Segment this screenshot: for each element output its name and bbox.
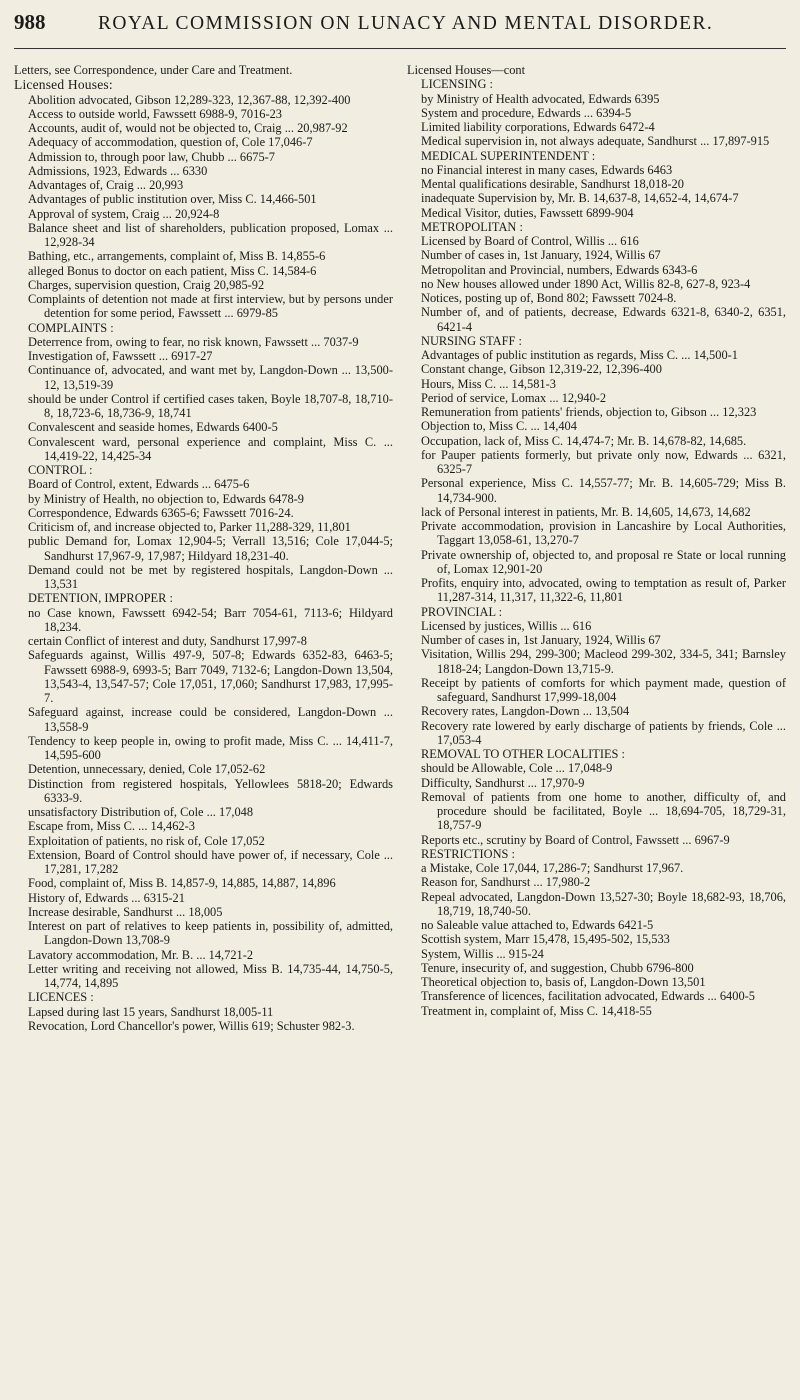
index-entry: Visitation, Willis 294, 299-300; Macleod 299-302, 334-5, 341; Barnsley 1818-24; Langdon-Down 13,715-9. bbox=[421, 647, 786, 676]
index-entry: METROPOLITAN : bbox=[421, 219, 523, 234]
index-entry: Admissions, 1923, Edwards ... 6330 bbox=[28, 163, 208, 178]
index-entry: LICENSING : bbox=[421, 77, 493, 92]
index-entry: LICENCES : bbox=[28, 990, 94, 1005]
index-entry: Licensed by justices, Willis ... 616 bbox=[421, 618, 592, 633]
index-entry: a Mistake, Cole 17,044, 17,286-7; Sandhurst 17,967. bbox=[421, 861, 684, 875]
index-entry: Medical Visitor, duties, Fawssett 6899-904 bbox=[421, 205, 634, 220]
index-entry: Treatment in, complaint of, Miss C. 14,418-55 bbox=[421, 1003, 652, 1018]
index-entry: Objection to, Miss C. ... 14,404 bbox=[421, 419, 577, 434]
index-entry: Continuance of, advocated, and want met by, Langdon-Down ... 13,500-12, 13,519-39 bbox=[28, 363, 393, 392]
index-entry: certain Conflict of interest and duty, Sandhurst 17,997-8 bbox=[28, 634, 307, 648]
page-number: 988 bbox=[14, 10, 46, 34]
index-entry: System, Willis ... 915-24 bbox=[421, 946, 544, 961]
index-entry: Tendency to keep people in, owing to profit made, Miss C. ... 14,411-7, 14,595-600 bbox=[28, 733, 393, 762]
index-entry: Interest on part of relatives to keep patients in, possibility of, admitted, Langdon-Down 13,708-9 bbox=[28, 919, 393, 948]
index-entry: Increase desirable, Sandhurst ... 18,005 bbox=[28, 904, 223, 919]
index-entry: NURSING STAFF : bbox=[421, 333, 522, 348]
index-entry: Private accommodation, provision in Lancashire by Local Authorities, Taggart 13,058-61, 13,270-7 bbox=[421, 519, 786, 548]
index-entry: inadequate Supervision by, Mr. B. 14,637-8, 14,652-4, 14,674-7 bbox=[421, 191, 739, 206]
index-entry: DETENTION, IMPROPER : bbox=[28, 591, 173, 606]
index-entry: Advantages of, Craig ... 20,993 bbox=[28, 178, 184, 192]
index-entry: Mental qualifications desirable, Sandhurst 18,018-20 bbox=[421, 177, 684, 191]
running-head: ROYAL COMMISSION ON LUNACY AND MENTAL DISORDER. bbox=[98, 13, 714, 34]
index-entry: Repeal advocated, Langdon-Down 13,527-30; Boyle 18,682-93, 18,706, 18,719, 18,740-50. bbox=[421, 889, 786, 918]
right-column bbox=[407, 63, 786, 1033]
index-entry: Convalescent ward, personal experience and complaint, Miss C. ... 14,419-22, 14,425-34 bbox=[28, 434, 393, 463]
index-entry: Extension, Board of Control should have power of, if necessary, Cole ... 17,281, 17,282 bbox=[28, 847, 393, 876]
index-entry: Recovery rates, Langdon-Down ... 13,504 bbox=[421, 704, 630, 719]
index-entry: Exploitation of patients, no risk of, Cole 17,052 bbox=[28, 833, 265, 848]
index-entry: Private ownership of, objected to, and proposal re State or local running of, Lomax 12,901-20 bbox=[421, 547, 786, 576]
index-entry: public Demand for, Lomax 12,904-5; Verrall 13,516; Cole 17,044-5; Sandhurst 17,967-9, 17,987; Hildyard 18,231-40. bbox=[28, 534, 393, 563]
index-entry: Escape from, Miss C. ... 14,462-3 bbox=[28, 819, 195, 834]
index-entry: History of, Edwards ... 6315-21 bbox=[28, 890, 185, 905]
index-entry: Adequacy of accommodation, question of, Cole 17,046-7 bbox=[28, 135, 313, 150]
index-entry: Constant change, Gibson 12,319-22, 12,396-400 bbox=[421, 362, 662, 377]
index-entry: Receipt by patients of comforts for which payment made, question of safeguard, Sandhurst 17,999-18,004 bbox=[421, 675, 786, 704]
index-entry: Scottish system, Marr 15,478, 15,495-502, 15,533 bbox=[421, 932, 670, 947]
index-entry: Revocation, Lord Chancellor's power, Willis 619; Schuster 982-3. bbox=[28, 1018, 355, 1033]
index-entry: Notices, posting up of, Bond 802; Fawssett 7024-8. bbox=[421, 291, 677, 305]
index-entry: by Ministry of Health advocated, Edwards 6395 bbox=[421, 91, 660, 106]
left-column bbox=[14, 63, 393, 1033]
index-entry: for Pauper patients formerly, but private only now, Edwards ... 6321, 6325-7 bbox=[421, 447, 786, 476]
index-entry: Advantages of public institution as regards, Miss C. ... 14,500-1 bbox=[421, 348, 738, 362]
index-entry: Number of, and of patients, decrease, Edwards 6321-8, 6340-2, 6351, 6421-4 bbox=[421, 305, 786, 334]
index-entry: by Ministry of Health, no objection to, Edwards 6478-9 bbox=[28, 491, 304, 506]
index-entry: Charges, supervision question, Craig 20,985-92 bbox=[28, 277, 265, 292]
index-entry: Lapsed during last 15 years, Sandhurst 18,005-11 bbox=[28, 1004, 274, 1019]
index-heading: Licensed Houses: bbox=[14, 77, 113, 93]
index-entry: Board of Control, extent, Edwards ... 6475-6 bbox=[28, 477, 250, 492]
index-entry: Occupation, lack of, Miss C. 14,474-7; Mr. B. 14,678-82, 14,685. bbox=[421, 433, 747, 448]
index-entry: Medical supervision in, not always adequate, Sandhurst ... 17,897-915 bbox=[421, 134, 770, 149]
index-entry: Licensed Houses—cont bbox=[407, 63, 526, 77]
header-rule bbox=[14, 48, 786, 49]
index-entry: no Case known, Fawssett 6942-54; Barr 7054-61, 7113-6; Hildyard 18,234. bbox=[28, 605, 393, 634]
index-entry: Reason for, Sandhurst ... 17,980-2 bbox=[421, 875, 591, 890]
index-entry: Distinction from registered hospitals, Yellowlees 5818-20; Edwards 6333-9. bbox=[28, 776, 393, 805]
index-entry: Deterrence from, owing to fear, no risk known, Fawssett ... 7037-9 bbox=[28, 334, 359, 349]
index-entry: Criticism of, and increase objected to, Parker 11,288-329, 11,801 bbox=[28, 520, 351, 534]
index-entry: Reports etc., scrutiny by Board of Control, Fawssett ... 6967-9 bbox=[421, 832, 730, 847]
index-entry: Hours, Miss C. ... 14,581-3 bbox=[421, 376, 556, 391]
index-entry: Admission to, through poor law, Chubb ... 6675-7 bbox=[28, 149, 276, 164]
index-entry: Profits, enquiry into, advocated, owing to temptation as result of, Parker 11,287-314, 11,317, 11,322-6, 11,801 bbox=[421, 576, 786, 605]
index-entry: Transference of licences, facilitation advocated, Edwards ... 6400-5 bbox=[421, 989, 755, 1004]
index-entry: Bathing, etc., arrangements, complaint of, Miss B. 14,855-6 bbox=[28, 249, 326, 264]
index-entry: System and procedure, Edwards ... 6394-5 bbox=[421, 105, 632, 120]
index-entry: Number of cases in, 1st January, 1924, Willis 67 bbox=[421, 248, 661, 263]
index-entry: Complaints of detention not made at first interview, but by persons under detention for some period, Fawssett ... 6979-85 bbox=[28, 292, 393, 321]
index-entry: RESTRICTIONS : bbox=[421, 846, 515, 861]
index-entry: Balance sheet and list of shareholders, publication proposed, Lomax ... 12,928-34 bbox=[28, 220, 393, 249]
index-entry: Convalescent and seaside homes, Edwards 6400-5 bbox=[28, 420, 278, 435]
index-entry: Period of service, Lomax ... 12,940-2 bbox=[421, 390, 607, 405]
index-entry: Demand could not be met by registered hospitals, Langdon-Down ... 13,531 bbox=[28, 562, 393, 591]
page-header bbox=[14, 10, 786, 38]
index-entry: Accounts, audit of, would not be objected to, Craig ... 20,987-92 bbox=[28, 121, 348, 135]
index-entry: CONTROL : bbox=[28, 463, 93, 477]
index-entry: Food, complaint of, Miss B. 14,857-9, 14,885, 14,887, 14,896 bbox=[28, 876, 336, 891]
index-entry: Correspondence, Edwards 6365-6; Fawssett 7016-24. bbox=[28, 505, 294, 520]
index-entry: Detention, unnecessary, denied, Cole 17,052-62 bbox=[28, 762, 266, 777]
index-entry: Abolition advocated, Gibson 12,289-323, 12,367-88, 12,392-400 bbox=[28, 92, 351, 107]
index-entry: PROVINCIAL : bbox=[421, 604, 503, 619]
index-entry: Letters, see Correspondence, under Care and Treatment. bbox=[14, 63, 293, 77]
index-entry: Number of cases in, 1st January, 1924, Willis 67 bbox=[421, 633, 661, 647]
index-entry: Safeguard against, increase could be considered, Langdon-Down ... 13,558-9 bbox=[28, 705, 393, 734]
index-entry: Recovery rate lowered by early discharge of patients by friends, Cole ... 17,053-4 bbox=[421, 718, 786, 747]
index-entry: Lavatory accommodation, Mr. B. ... 14,721-2 bbox=[28, 947, 254, 962]
index-entry: Personal experience, Miss C. 14,557-77; Mr. B. 14,605-729; Miss B. 14,734-900. bbox=[421, 476, 786, 505]
index-entry: Licensed by Board of Control, Willis ... 616 bbox=[421, 234, 639, 248]
index-entry: lack of Personal interest in patients, Mr. B. 14,605, 14,673, 14,682 bbox=[421, 504, 751, 519]
index-entry: MEDICAL SUPERINTENDENT : bbox=[421, 148, 596, 163]
index-entry: Safeguards against, Willis 497-9, 507-8; Edwards 6352-83, 6463-5; Fawssett 6988-9, 6993-5; Barr 7049, 7132-6; Langdon-Down 13,504, 13,543-4, 13,547-57; Cole 17,051, 17,060; Sandhurst 17,983, 17,995-7. bbox=[28, 648, 393, 705]
index-entry: Approval of system, Craig ... 20,924-8 bbox=[28, 206, 220, 221]
index-entry: REMOVAL TO OTHER LOCALITIES : bbox=[421, 747, 625, 761]
index-entry: should be Allowable, Cole ... 17,048-9 bbox=[421, 761, 613, 776]
index-entry: no Saleable value attached to, Edwards 6421-5 bbox=[421, 918, 654, 932]
index-entry: no Financial interest in many cases, Edwards 6463 bbox=[421, 162, 673, 177]
index-entry: Advantages of public institution over, Miss C. 14,466-501 bbox=[28, 192, 317, 207]
index-entry: should be under Control if certified cases taken, Boyle 18,707-8, 18,710-8, 18,723-6, 18,736-9, 18,741 bbox=[28, 391, 393, 420]
index-entry: Removal of patients from one home to another, difficulty of, and procedure should be facilitated, Boyle ... 18,694-705, 18,729-31, 18,757-9 bbox=[421, 789, 786, 833]
index-entry: Limited liability corporations, Edwards 6472-4 bbox=[421, 120, 655, 134]
index-entry: alleged Bonus to doctor on each patient, Miss C. 14,584-6 bbox=[28, 263, 317, 278]
index-entry: Remuneration from patients' friends, objection to, Gibson ... 12,323 bbox=[421, 405, 757, 419]
index-entry: Tenure, insecurity of, and suggestion, Chubb 6796-800 bbox=[421, 960, 694, 975]
index-entry: Theoretical objection to, basis of, Langdon-Down 13,501 bbox=[421, 975, 706, 989]
index-entry: Letter writing and receiving not allowed, Miss B. 14,735-44, 14,750-5, 14,774, 14,895 bbox=[28, 961, 393, 990]
index-entry: Access to outside world, Fawssett 6988-9, 7016-23 bbox=[28, 106, 282, 121]
index-entry: COMPLAINTS : bbox=[28, 320, 114, 335]
index-entry: Investigation of, Fawssett ... 6917-27 bbox=[28, 349, 213, 363]
index-entry: Difficulty, Sandhurst ... 17,970-9 bbox=[421, 775, 585, 790]
index-entry: no New houses allowed under 1890 Act, Willis 82-8, 627-8, 923-4 bbox=[421, 276, 751, 291]
index-columns bbox=[14, 63, 786, 1033]
index-entry: unsatisfactory Distribution of, Cole ... 17,048 bbox=[28, 805, 254, 819]
index-entry: Metropolitan and Provincial, numbers, Edwards 6343-6 bbox=[421, 262, 698, 277]
